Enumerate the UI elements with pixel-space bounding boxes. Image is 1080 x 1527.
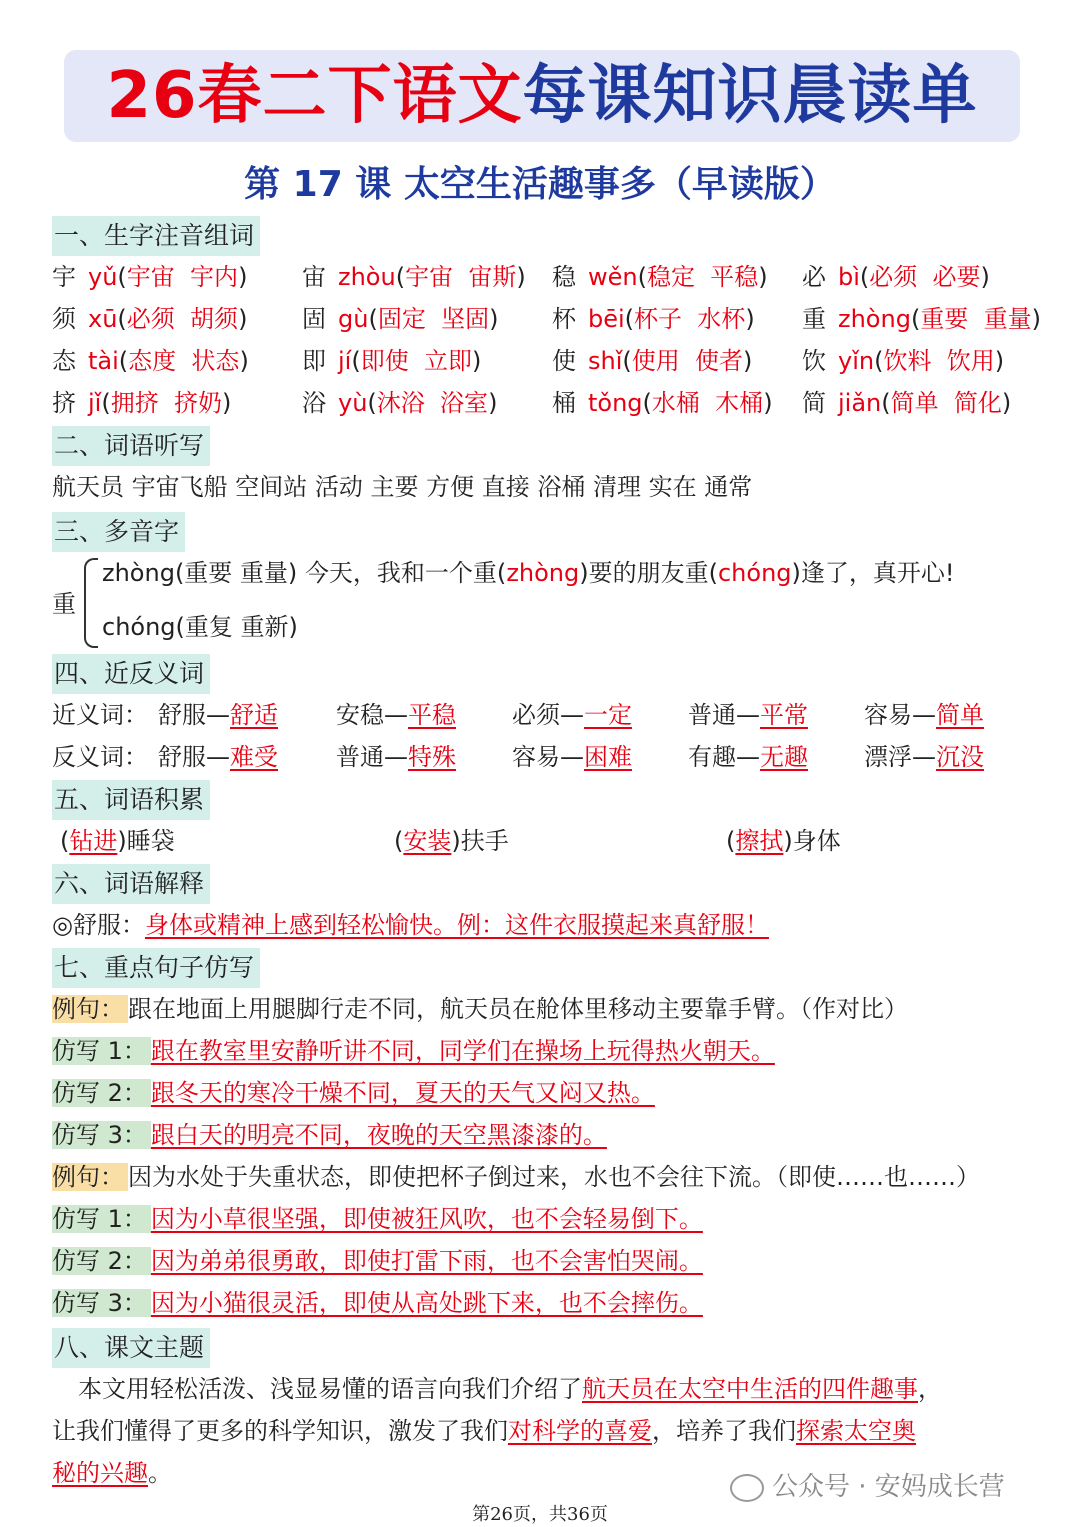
polyphone-reading-1	[102, 556, 955, 590]
paren-close: )	[238, 305, 248, 333]
pinyin: wěn	[588, 263, 638, 291]
char: 重	[802, 305, 826, 333]
words: 饮料 饮用	[883, 347, 995, 375]
ant-answer: 难受	[230, 743, 278, 771]
accum-answer: 钻进	[69, 827, 118, 855]
accum-item	[726, 824, 841, 858]
pinyin: jǐ	[88, 389, 102, 417]
char-entry	[52, 386, 231, 420]
section-8-heading: 八、课文主题	[52, 1328, 210, 1368]
char: 须	[52, 305, 76, 333]
paren-close: )	[1001, 389, 1012, 417]
syn-pair	[512, 698, 632, 732]
paren-close: )	[489, 305, 499, 333]
theme-highlight-1: 航天员在太空中生活的四件趣事	[582, 1375, 918, 1403]
imitation-line	[52, 1118, 607, 1152]
example-2-label: 例句：	[52, 1163, 128, 1191]
ant-word: 容易—	[512, 743, 584, 771]
theme-text-2: ，	[918, 1375, 942, 1403]
imitation-line	[52, 1076, 655, 1110]
imitation-label: 仿写 2：	[52, 1247, 151, 1275]
paren-open: (	[874, 347, 884, 375]
char-entry	[302, 386, 497, 420]
words: 简单 简化	[890, 389, 1002, 417]
paren-open: (	[726, 827, 736, 855]
paren-close: )	[758, 263, 768, 291]
sentence-part-c: )要的朋友重(	[579, 559, 718, 587]
polyphone-sentence	[305, 559, 955, 587]
paren-open: (	[859, 263, 870, 291]
words: 杯子 水杯	[634, 305, 746, 333]
sentence-answer-1: zhòng	[506, 559, 580, 587]
char-entry	[302, 302, 498, 336]
pinyin: gù	[338, 305, 369, 333]
pinyin: yǐn	[838, 347, 875, 375]
imitation-label: 仿写 1：	[52, 1037, 151, 1065]
ant-answer: 无趣	[760, 743, 808, 771]
ant-answer: 沉没	[936, 743, 984, 771]
section-7-heading: 七、重点句子仿写	[52, 948, 260, 988]
paren-close: )	[471, 347, 482, 375]
paren-open: (	[117, 305, 127, 333]
reading-2-pinyin: chóng	[102, 613, 176, 641]
paren-open: (	[622, 347, 632, 375]
accum-answer: 擦拭	[735, 827, 784, 855]
title-part-a: 26春二下语文	[106, 59, 523, 133]
pinyin: jí	[338, 347, 352, 375]
theme-line-1	[78, 1372, 942, 1406]
lesson-subtitle: 第 17 课 太空生活趣事多（早读版）	[244, 164, 836, 205]
char-entry	[552, 344, 752, 378]
paren-close: )	[221, 389, 232, 417]
paren-close: )	[451, 827, 461, 855]
example-2-text: 因为水处于失重状态，即使把杯子倒过来，水也不会往下流。（即使……也……）	[128, 1163, 980, 1191]
syn-word: 必须—	[512, 701, 584, 729]
paren-close: )	[516, 263, 526, 291]
polyphone-reading-2	[102, 610, 298, 644]
ant-pair	[336, 740, 456, 774]
pinyin: zhòu	[338, 263, 396, 291]
syn-pair	[688, 698, 808, 732]
char: 简	[802, 389, 826, 417]
imitation-line	[52, 1286, 703, 1320]
words: 水桶 木桶	[651, 389, 764, 417]
theme-highlight-2: 对科学的喜爱	[508, 1417, 652, 1445]
paren-open: (	[351, 347, 361, 375]
pinyin: zhòng	[838, 305, 911, 333]
syn-word: 容易—	[864, 701, 936, 729]
words: 必须 必要	[869, 263, 981, 291]
example-1-label: 例句：	[52, 995, 128, 1023]
theme-text-4: ，培养了我们	[652, 1417, 796, 1445]
char: 宙	[302, 263, 326, 291]
title-part-b: 每课知识晨读单	[522, 59, 978, 133]
paren-open: (	[637, 263, 647, 291]
polyphone-char: 重	[52, 590, 76, 618]
imitation-line	[52, 1034, 775, 1068]
reading-2-words: (重复 重新)	[175, 613, 298, 641]
words: 必须 胡须	[126, 305, 239, 333]
section-1-heading: 一、生字注音组词	[52, 216, 260, 256]
words: 宇宙 宙斯	[405, 263, 517, 291]
paren-open: (	[394, 827, 404, 855]
char: 宇	[52, 263, 76, 291]
paren-open: (	[60, 827, 70, 855]
paren-open: (	[910, 305, 921, 333]
char: 稳	[552, 263, 576, 291]
paren-open: (	[881, 389, 891, 417]
pinyin: tǒng	[588, 389, 643, 417]
syn-answer: 舒适	[230, 701, 278, 729]
imitation-text: 因为小猫很灵活，即使从高处跳下来，也不会摔伤。	[150, 1289, 703, 1317]
paren-open: (	[118, 347, 129, 375]
pinyin: yù	[338, 389, 368, 417]
words: 稳定 平稳	[646, 263, 759, 291]
ant-pair	[512, 740, 632, 774]
char: 固	[302, 305, 326, 333]
ant-answer: 困难	[584, 743, 632, 771]
sentence-part-e: )逢了，真开心!	[791, 559, 955, 587]
char-entry	[802, 260, 990, 294]
paren-close: )	[743, 347, 753, 375]
title-banner	[64, 50, 1020, 142]
paren-close: )	[239, 347, 249, 375]
words: 即使 立即	[360, 347, 472, 375]
imitation-line	[52, 1244, 703, 1278]
imitation-label: 仿写 3：	[52, 1289, 151, 1317]
theme-text-1: 本文用轻松活泼、浅显易懂的语言向我们介绍了	[78, 1375, 582, 1403]
paren-close: )	[488, 389, 498, 417]
syn-pair	[336, 698, 456, 732]
page-number: 第26页，共36页	[472, 1504, 608, 1525]
dictation-words: 航天员 宇宙飞船 空间站 活动 主要 方便 直接 浴桶 清理 实在 通常	[52, 473, 753, 501]
ant-pair	[864, 740, 984, 774]
antonym-label: 反义词：	[52, 743, 148, 771]
words: 宇宙 宇内	[126, 263, 239, 291]
syn-answer: 平常	[760, 701, 808, 729]
theme-text-3: 让我们懂得了更多的科学知识，激发了我们	[52, 1417, 508, 1445]
char-entry	[302, 344, 481, 378]
paren-open: (	[395, 263, 406, 291]
example-1-text: 跟在地面上用腿脚行走不同，航天员在舱体里移动主要靠手臂。（作对比）	[128, 995, 908, 1023]
reading-1-pinyin: zhòng	[102, 559, 175, 587]
sentence-part-a: 今天，我和一个重(	[304, 559, 507, 587]
words: 态度 状态	[128, 347, 240, 375]
synonym-label: 近义词：	[52, 701, 148, 729]
section-5-heading: 五、词语积累	[52, 780, 210, 820]
words: 拥挤 挤奶	[110, 389, 222, 417]
words: 重要 重量	[920, 305, 1032, 333]
char-entry	[802, 386, 1011, 420]
pinyin: bēi	[588, 305, 625, 333]
char-entry	[52, 260, 247, 294]
char: 饮	[802, 347, 826, 375]
reading-1-words: (重要 重量)	[174, 559, 298, 587]
ant-word: 普通—	[336, 743, 408, 771]
char-entry	[52, 302, 247, 336]
imitation-line	[52, 1202, 703, 1236]
example-sentence-2	[52, 1160, 980, 1194]
paren-close: )	[763, 389, 773, 417]
accum-item	[394, 824, 509, 858]
section-2-heading: 二、词语听写	[52, 426, 210, 466]
syn-word: 普通—	[688, 701, 760, 729]
accum-noun: 睡袋	[126, 827, 175, 855]
words: 沐浴 浴室	[376, 389, 489, 417]
theme-line-2	[52, 1414, 916, 1448]
paren-open: (	[368, 305, 378, 333]
char-entry	[802, 344, 1004, 378]
pinyin: xū	[88, 305, 118, 333]
sentence-answer-2: chóng	[717, 559, 792, 587]
word-explanation	[52, 908, 769, 942]
ant-word: 有趣—	[688, 743, 760, 771]
paren-open: (	[367, 389, 377, 417]
explain-mark: ◎舒服：	[52, 911, 145, 939]
syn-answer: 平稳	[408, 701, 456, 729]
theme-line-3	[52, 1456, 172, 1490]
paren-open: (	[642, 389, 652, 417]
char-entry	[552, 302, 755, 336]
paren-close: )	[980, 263, 990, 291]
ant-pair	[158, 740, 278, 774]
pinyin: tài	[88, 347, 119, 375]
theme-text-5: 。	[148, 1459, 172, 1487]
paren-open: (	[117, 263, 127, 291]
paren-close: )	[238, 263, 248, 291]
char: 必	[802, 263, 826, 291]
pinyin: bì	[838, 263, 860, 291]
paren-close: )	[117, 827, 127, 855]
syn-word: 安稳—	[336, 701, 408, 729]
char-entry	[552, 260, 768, 294]
accum-noun: 身体	[792, 827, 841, 855]
imitation-text: 跟冬天的寒冷干燥不同，夏天的天气又闷又热。	[150, 1079, 655, 1107]
syn-answer: 一定	[584, 701, 632, 729]
section-6-heading: 六、词语解释	[52, 864, 210, 904]
syn-word: 舒服—	[158, 701, 230, 729]
watermark	[730, 1466, 1005, 1503]
imitation-label: 仿写 2：	[52, 1079, 151, 1107]
paren-close: )	[783, 827, 793, 855]
char: 使	[552, 347, 576, 375]
syn-pair	[158, 698, 278, 732]
char-entry	[52, 344, 249, 378]
ant-word: 漂浮—	[864, 743, 936, 771]
explain-text: 身体或精神上感到轻松愉快。例：这件衣服摸起来真舒服！	[144, 911, 769, 939]
section-3-heading: 三、多音字	[52, 512, 185, 552]
char: 态	[52, 347, 76, 375]
char-entry	[302, 260, 526, 294]
theme-highlight-4: 秘的兴趣	[52, 1459, 148, 1487]
imitation-label: 仿写 3：	[52, 1121, 151, 1149]
char: 杯	[552, 305, 576, 333]
pinyin: shǐ	[588, 347, 623, 375]
example-sentence-1	[52, 992, 908, 1026]
char: 浴	[302, 389, 326, 417]
theme-highlight-3: 探索太空奥	[796, 1417, 916, 1445]
char: 桶	[552, 389, 576, 417]
accum-noun: 扶手	[460, 827, 509, 855]
imitation-text: 跟在教室里安静听讲不同，同学们在操场上玩得热火朝天。	[150, 1037, 775, 1065]
ant-pair	[688, 740, 808, 774]
wechat-icon	[730, 1474, 764, 1502]
words: 固定 坚固	[377, 305, 490, 333]
brace-icon	[84, 558, 98, 648]
char: 挤	[52, 389, 76, 417]
accum-answer: 安装	[403, 827, 452, 855]
paren-close: )	[745, 305, 755, 333]
ant-answer: 特殊	[408, 743, 456, 771]
paren-open: (	[624, 305, 635, 333]
imitation-text: 因为小草很坚强，即使被狂风吹，也不会轻易倒下。	[150, 1205, 703, 1233]
paren-close: )	[1031, 305, 1041, 333]
imitation-text: 跟白天的明亮不同，夜晚的天空黑漆漆的。	[150, 1121, 607, 1149]
char: 即	[302, 347, 326, 375]
ant-word: 舒服—	[158, 743, 230, 771]
pinyin: yǔ	[88, 263, 118, 291]
syn-pair	[864, 698, 984, 732]
paren-open: (	[101, 389, 111, 417]
accum-item	[60, 824, 175, 858]
imitation-text: 因为弟弟很勇敢，即使打雷下雨，也不会害怕哭闹。	[150, 1247, 703, 1275]
paren-close: )	[994, 347, 1005, 375]
words: 使用 使者	[631, 347, 744, 375]
char-entry	[552, 386, 773, 420]
syn-answer: 简单	[936, 701, 984, 729]
imitation-label: 仿写 1：	[52, 1205, 151, 1233]
pinyin: jiǎn	[838, 389, 882, 417]
watermark-text: 公众号 · 安妈成长营	[772, 1472, 1005, 1502]
char-entry	[802, 302, 1041, 336]
section-4-heading: 四、近反义词	[52, 654, 210, 694]
